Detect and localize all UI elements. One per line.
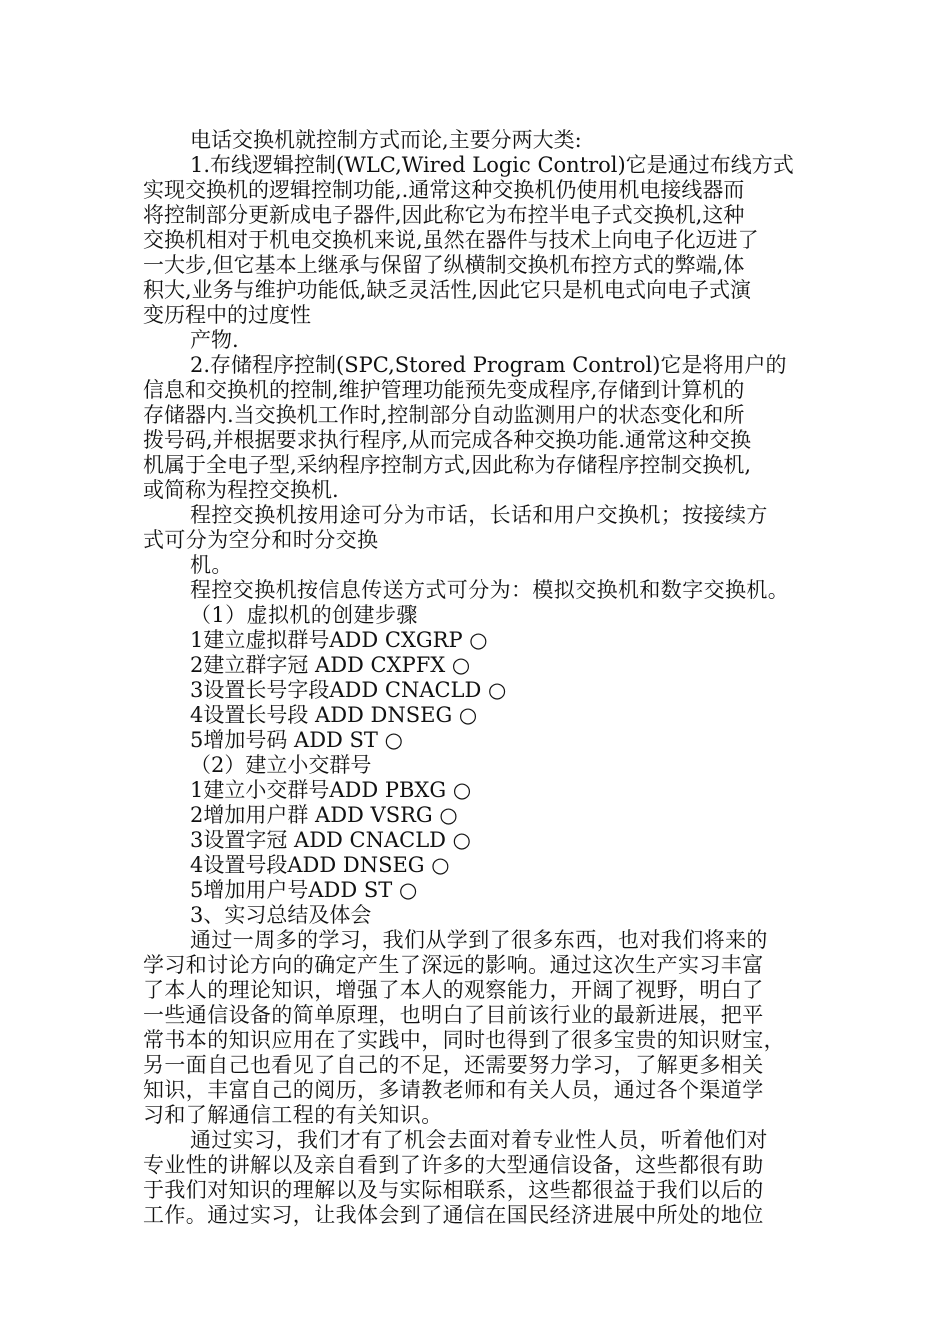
text-line: 将控制部分更新成电子器件,因此称它为布控半电子式交换机,这种 <box>143 203 745 227</box>
text-line: 通过一周多的学习，我们从学到了很多东西，也对我们将来的 <box>190 928 768 952</box>
text-line: 了本人的理论知识，增强了本人的观察能力，开阔了视野，明白了 <box>143 978 764 1002</box>
text-line: 交换机相对于机电交换机来说,虽然在器件与技术上向电子化迈进了 <box>143 228 759 252</box>
text-line: 专业性的讲解以及亲自看到了许多的大型通信设备，这些都很有助 <box>143 1153 764 1177</box>
text-line: 1建立虚拟群号ADD CXGRP ○ <box>190 628 488 652</box>
text-line: 积大,业务与维护功能低,缺乏灵活性,因此它只是机电式向电子式演 <box>143 278 752 302</box>
text-line: 实现交换机的逻辑控制功能,.通常这种交换机仍使用机电接线器而 <box>143 178 745 202</box>
text-line: 4设置长号段 ADD DNSEG ○ <box>190 703 478 727</box>
text-line: 工作。通过实习，让我体会到了通信在国民经济进展中所处的地位 <box>143 1203 764 1227</box>
text-line: 机属于全电子型,采纳程序控制方式,因此称为存储程序控制交换机, <box>143 453 752 477</box>
text-line: 2增加用户群 ADD VSRG ○ <box>190 803 458 827</box>
text-line: 1建立小交群号ADD PBXG ○ <box>190 778 472 802</box>
text-line: 通过实习，我们才有了机会去面对着专业性人员，听着他们对 <box>190 1128 768 1152</box>
text-line: 程控交换机按信息传送方式可分为：模拟交换机和数字交换机。 <box>190 578 790 602</box>
text-line: 或简称为程控交换机. <box>143 478 339 502</box>
text-line: 2.存储程序控制(SPC,Stored Program Control)它是将用户的 <box>190 353 787 377</box>
text-line: 3设置长号字段ADD CNACLD ○ <box>190 678 507 702</box>
text-line: 学习和讨论方向的确定产生了深远的影响。通过这次生产实习丰富 <box>143 953 764 977</box>
text-line: 习和了解通信工程的有关知识。 <box>143 1103 443 1127</box>
text-line: 程控交换机按用途可分为市话，长话和用户交换机；按接续方 <box>190 503 768 527</box>
text-line: 拨号码,并根据要求执行程序,从而完成各种交换功能.通常这种交换 <box>143 428 752 452</box>
text-line: 4设置号段ADD DNSEG ○ <box>190 853 450 877</box>
text-line: 一些通信设备的简单原理，也明白了目前该行业的最新进展，把平 <box>143 1003 764 1027</box>
text-line: 常书本的知识应用在了实践中，同时也得到了很多宝贵的知识财宝， <box>143 1028 785 1052</box>
text-line: 电话交换机就控制方式而论,主要分两大类: <box>190 128 582 152</box>
text-line: 3设置字冠 ADD CNACLD ○ <box>190 828 472 852</box>
text-line: 5增加用户号ADD ST ○ <box>190 878 418 902</box>
section-heading: 3、实习总结及体会 <box>190 903 372 927</box>
text-line: 机。 <box>190 553 233 577</box>
text-line: 式可分为空分和时分交换 <box>143 528 379 552</box>
text-line: 知识，丰富自己的阅历，多请教老师和有关人员，通过各个渠道学 <box>143 1078 764 1102</box>
text-line: 产物. <box>190 328 239 352</box>
text-line: （1）虚拟机的创建步骤 <box>190 603 418 627</box>
text-line: 2建立群字冠 ADD CXPFX ○ <box>190 653 471 677</box>
text-line: 1.布线逻辑控制(WLC,Wired Logic Control)它是通过布线方式 <box>190 153 794 177</box>
text-line: 变历程中的过度性 <box>143 303 311 327</box>
text-line: 一大步,但它基本上继承与保留了纵横制交换机布控方式的弊端,体 <box>143 253 745 277</box>
text-line: 于我们对知识的理解以及与实际相联系，这些都很益于我们以后的 <box>143 1178 764 1202</box>
text-line: 信息和交换机的控制,维护管理功能预先变成程序,存储到计算机的 <box>143 378 745 402</box>
text-line: （2）建立小交群号 <box>190 753 372 777</box>
text-line: 5增加号码 ADD ST ○ <box>190 728 403 752</box>
text-line: 另一面自己也看见了自己的不足，还需要努力学习，了解更多相关 <box>143 1053 764 1077</box>
text-line: 存储器内.当交换机工作时,控制部分自动监测用户的状态变化和所 <box>143 403 745 427</box>
